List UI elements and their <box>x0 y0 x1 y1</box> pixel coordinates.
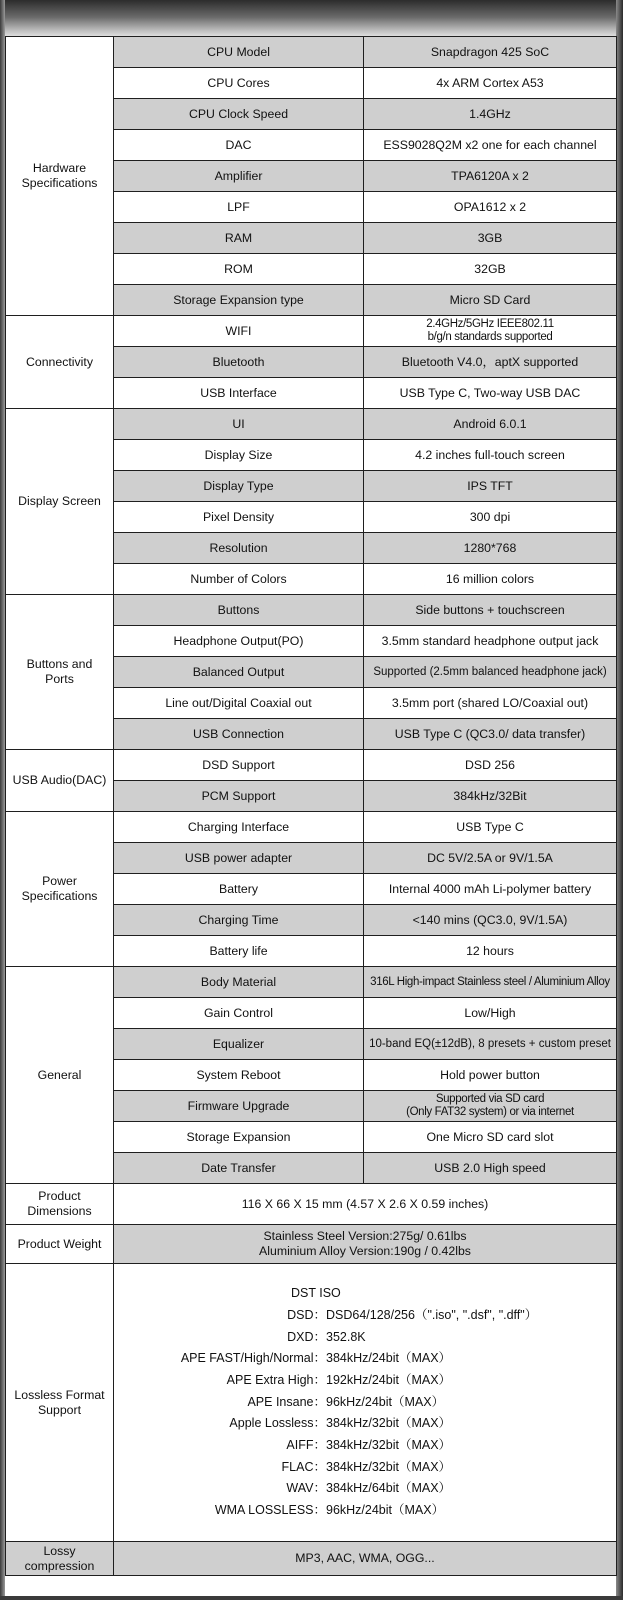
spec-key: UI <box>114 409 364 440</box>
spec-category: Display Screen <box>6 409 114 595</box>
lossy-label: Lossy compression <box>6 1542 114 1576</box>
lossless-format-item <box>171 1305 537 1327</box>
spec-key: Storage Expansion type <box>114 285 364 316</box>
spec-value: USB 2.0 High speed <box>364 1153 617 1184</box>
spec-key: CPU Model <box>114 37 364 68</box>
weight-label: Product Weight <box>6 1225 114 1264</box>
spec-category: Connectivity <box>6 316 114 409</box>
spec-value: 16 million colors <box>364 564 617 595</box>
spec-key: USB Interface <box>114 378 364 409</box>
spec-value: 4.2 inches full-touch screen <box>364 440 617 471</box>
spec-value: DC 5V/2.5A or 9V/1.5A <box>364 843 617 874</box>
spec-value: Micro SD Card <box>364 285 617 316</box>
spec-value: 2.4GHz/5GHz IEEE802.11 b/g/n standards supported <box>364 316 617 347</box>
spec-key: Date Transfer <box>114 1153 364 1184</box>
right-frame-shadow <box>616 0 623 1600</box>
spec-key: RAM <box>114 223 364 254</box>
spec-key: DSD Support <box>114 750 364 781</box>
spec-value: 316L High-impact Stainless steel / Aluminium Alloy <box>364 967 617 998</box>
spec-row <box>6 595 617 626</box>
spec-key: Charging Time <box>114 905 364 936</box>
spec-key: Display Type <box>114 471 364 502</box>
spec-value: 4x ARM Cortex A53 <box>364 68 617 99</box>
lossless-format-name: APE Insane： <box>247 1394 326 1409</box>
lossless-format-value: 352.8K <box>326 1329 366 1344</box>
lossless-format-item <box>171 1435 537 1457</box>
lossless-format-name: APE Extra High： <box>226 1372 326 1387</box>
spec-key: Charging Interface <box>114 812 364 843</box>
spec-value: USB Type C <box>364 812 617 843</box>
lossless-format-item <box>171 1478 537 1500</box>
spec-key: USB power adapter <box>114 843 364 874</box>
lossless-format-name: FLAC： <box>281 1459 326 1474</box>
spec-key: LPF <box>114 192 364 223</box>
spec-value: One Micro SD card slot <box>364 1122 617 1153</box>
spec-key: Amplifier <box>114 161 364 192</box>
spec-key: Number of Colors <box>114 564 364 595</box>
lossless-format-name: DSD： <box>287 1307 326 1322</box>
spec-value: IPS TFT <box>364 471 617 502</box>
spec-key: Gain Control <box>114 998 364 1029</box>
spec-value: 10-band EQ(±12dB), 8 presets + custom preset <box>364 1029 617 1060</box>
lossless-format-value: 192kHz/24bit（MAX） <box>326 1372 452 1387</box>
lossless-format-item <box>171 1370 537 1392</box>
spec-key: Storage Expansion <box>114 1122 364 1153</box>
spec-value: 1.4GHz <box>364 99 617 130</box>
spec-row <box>6 812 617 843</box>
specifications-footer <box>6 1184 617 1576</box>
spec-value: <140 mins (QC3.0, 9V/1.5A) <box>364 905 617 936</box>
lossless-format-name: WAV： <box>286 1481 326 1496</box>
spec-key: Display Size <box>114 440 364 471</box>
spec-key: PCM Support <box>114 781 364 812</box>
spec-key: USB Connection <box>114 719 364 750</box>
spec-key: Body Material <box>114 967 364 998</box>
lossless-format-item <box>171 1413 537 1435</box>
spec-value: Supported (2.5mm balanced headphone jack) <box>364 657 617 688</box>
lossless-format-value: 384kHz/64bit（MAX） <box>326 1481 452 1496</box>
spec-value: OPA1612 x 2 <box>364 192 617 223</box>
lossless-format-name: APE FAST/High/Normal： <box>180 1351 326 1366</box>
lossless-format-name: WMA LOSSLESS： <box>214 1503 326 1518</box>
spec-value: Side buttons + touchscreen <box>364 595 617 626</box>
lossless-format-value: 384kHz/24bit（MAX） <box>326 1351 452 1366</box>
spec-value: 1280*768 <box>364 533 617 564</box>
spec-key: CPU Clock Speed <box>114 99 364 130</box>
lossless-format-list <box>171 1283 537 1522</box>
spec-key: Battery life <box>114 936 364 967</box>
spec-key: Buttons <box>114 595 364 626</box>
spec-category: USB Audio(DAC) <box>6 750 114 812</box>
spec-key: ROM <box>114 254 364 285</box>
lossless-format-cell <box>114 1264 617 1542</box>
spec-value: TPA6120A x 2 <box>364 161 617 192</box>
spec-value: Hold power button <box>364 1060 617 1091</box>
lossless-format-name: DXD： <box>287 1329 326 1344</box>
lossless-format-item <box>171 1392 537 1414</box>
lossless-format-item <box>171 1283 537 1305</box>
lossy-value: MP3, AAC, WMA, OGG... <box>114 1542 617 1576</box>
spec-value: 3.5mm port (shared LO/Coaxial out) <box>364 688 617 719</box>
lossless-format-value: 96kHz/24bit（MAX） <box>326 1394 445 1409</box>
spec-value: 12 hours <box>364 936 617 967</box>
spec-key: Pixel Density <box>114 502 364 533</box>
spec-value: 32GB <box>364 254 617 285</box>
lossless-format-name: AIFF： <box>286 1438 326 1453</box>
spec-key: Battery <box>114 874 364 905</box>
spec-key: Equalizer <box>114 1029 364 1060</box>
spec-row <box>6 967 617 998</box>
spec-category: Power Specifications <box>6 812 114 967</box>
spec-key: DAC <box>114 130 364 161</box>
spec-value: DSD 256 <box>364 750 617 781</box>
specifications-table <box>5 36 617 1576</box>
spec-category: Buttons and Ports <box>6 595 114 750</box>
lossless-label: Lossless Format Support <box>6 1264 114 1542</box>
spec-row <box>6 37 617 68</box>
spec-value: Bluetooth V4.0，aptX supported <box>364 347 617 378</box>
spec-value: Low/High <box>364 998 617 1029</box>
spec-key: Bluetooth <box>114 347 364 378</box>
spec-key: Balanced Output <box>114 657 364 688</box>
spec-value: 3GB <box>364 223 617 254</box>
spec-key: WIFI <box>114 316 364 347</box>
lossless-format-item <box>171 1457 537 1479</box>
lossless-format-item <box>171 1327 537 1349</box>
spec-value: USB Type C, Two-way USB DAC <box>364 378 617 409</box>
lossless-format-value: DSD64/128/256（".iso", ".dsf", ".dff"） <box>326 1307 538 1322</box>
dimensions-label: Product Dimensions <box>6 1184 114 1225</box>
spec-value: Android 6.0.1 <box>364 409 617 440</box>
spec-key: Resolution <box>114 533 364 564</box>
spec-key: Line out/Digital Coaxial out <box>114 688 364 719</box>
lossless-format-name: DST ISO <box>291 1286 341 1301</box>
lossless-format-item <box>171 1500 537 1522</box>
spec-value: ESS9028Q2M x2 one for each channel <box>364 130 617 161</box>
spec-value: Internal 4000 mAh Li-polymer battery <box>364 874 617 905</box>
spec-key: Headphone Output(PO) <box>114 626 364 657</box>
spec-value: Snapdragon 425 SoC <box>364 37 617 68</box>
spec-key: System Reboot <box>114 1060 364 1091</box>
lossless-format-value: 96kHz/24bit（MAX） <box>326 1503 445 1518</box>
spec-value: 384kHz/32Bit <box>364 781 617 812</box>
spec-value: USB Type C (QC3.0/ data transfer) <box>364 719 617 750</box>
spec-category: General <box>6 967 114 1184</box>
lossless-format-value: 384kHz/32bit（MAX） <box>326 1416 452 1431</box>
lossless-format-item <box>171 1348 537 1370</box>
top-frame-shadow <box>0 0 623 38</box>
specifications-body <box>6 37 617 1184</box>
lossless-format-value: 384kHz/32bit（MAX） <box>326 1459 452 1474</box>
bottom-frame-shadow <box>0 1596 623 1600</box>
dimensions-value: 116 X 66 X 15 mm (4.57 X 2.6 X 0.59 inches) <box>114 1184 617 1225</box>
spec-value: 3.5mm standard headphone output jack <box>364 626 617 657</box>
spec-category: Hardware Specifications <box>6 37 114 316</box>
spec-row <box>6 409 617 440</box>
lossless-format-name: Apple Lossless： <box>229 1416 326 1431</box>
spec-value: 300 dpi <box>364 502 617 533</box>
spec-row <box>6 750 617 781</box>
spec-row <box>6 316 617 347</box>
spec-key: Firmware Upgrade <box>114 1091 364 1122</box>
spec-key: CPU Cores <box>114 68 364 99</box>
lossless-format-value: 384kHz/32bit（MAX） <box>326 1438 452 1453</box>
spec-value: Supported via SD card (Only FAT32 system) or via internet <box>364 1091 617 1122</box>
weight-value: Stainless Steel Version:275g/ 0.61lbs Aluminium Alloy Version:190g / 0.42lbs <box>114 1225 617 1264</box>
